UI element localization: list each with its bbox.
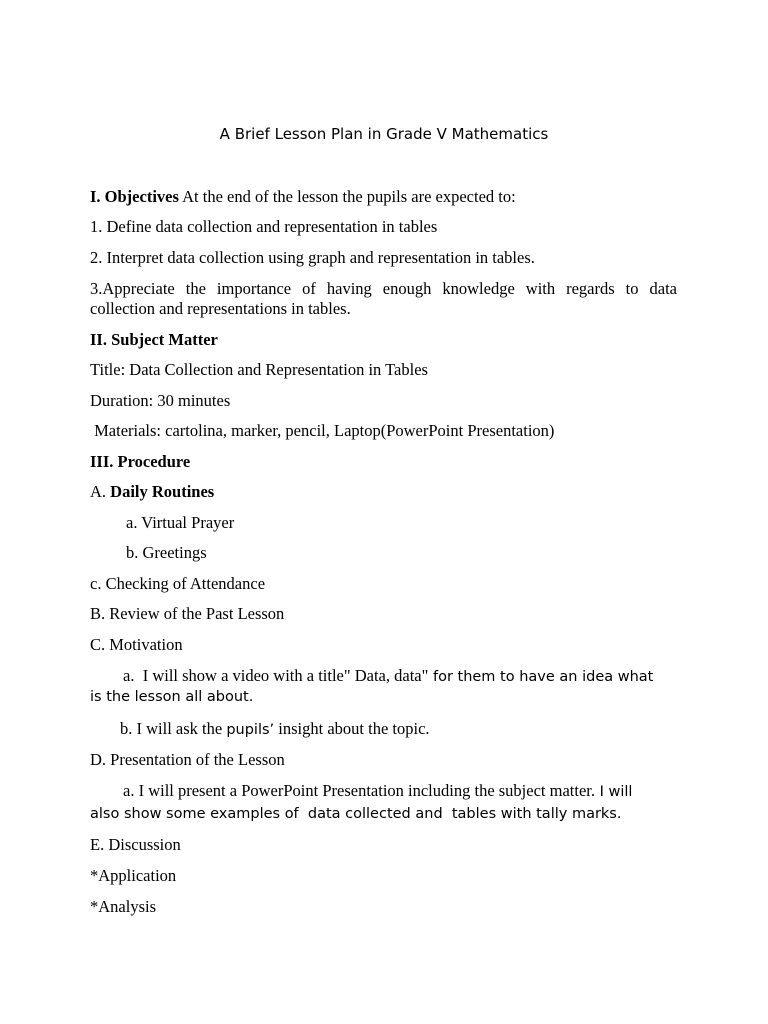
discussion-application: *Application xyxy=(90,866,177,885)
subject-duration: Duration: 30 minutes xyxy=(90,391,231,410)
subject-title: Title: Data Collection and Representation in Tables xyxy=(90,360,428,379)
motivation-item-a-line-1 xyxy=(123,666,677,687)
objective-1: 1. Define data collection and representation in tables xyxy=(90,217,438,236)
motivation-b-part-3: insight about the topic. xyxy=(274,719,430,738)
procedure-c: C. Motivation xyxy=(90,635,183,654)
motivation-item-a-line-2: is the lesson all about. xyxy=(90,689,254,705)
subject-matter-heading: II. Subject Matter xyxy=(90,330,218,349)
document-title: A Brief Lesson Plan in Grade V Mathematics xyxy=(219,125,549,143)
procedure-a-label: Daily Routines xyxy=(110,482,215,501)
routine-virtual-prayer: a. Virtual Prayer xyxy=(126,513,235,532)
motivation-a-sans: for them to have an idea what xyxy=(428,669,654,685)
presentation-a-sans: I will xyxy=(594,784,633,800)
motivation-a-serif: a. I will show a video with a title" Data, data" xyxy=(123,666,429,685)
procedure-d: D. Presentation of the Lesson xyxy=(90,750,285,769)
objective-2: 2. Interpret data collection using graph and representation in tables. xyxy=(90,248,535,267)
procedure-e: E. Discussion xyxy=(90,835,181,854)
objective-3-line-2: collection and representations in tables. xyxy=(90,299,351,318)
routine-greetings: b. Greetings xyxy=(126,543,207,562)
discussion-analysis: *Analysis xyxy=(90,897,156,916)
presentation-a-serif: a. I will present a PowerPoint Presentation including the subject matter. xyxy=(123,781,595,800)
objectives-line xyxy=(90,187,677,207)
routine-attendance: c. Checking of Attendance xyxy=(90,574,266,593)
subject-materials: Materials: cartolina, marker, pencil, Laptop(PowerPoint Presentation) xyxy=(90,421,555,440)
motivation-b-pupils: pupils’ xyxy=(226,722,275,738)
procedure-a-prefix: A. xyxy=(90,482,111,501)
motivation-item-b xyxy=(120,719,677,740)
motivation-b-part-1: b. I will ask the xyxy=(120,719,227,738)
objectives-heading: I. Objectives xyxy=(90,187,179,206)
procedure-b: B. Review of the Past Lesson xyxy=(90,604,285,623)
presentation-item-a-line-2: also show some examples of data collected and tables with tally marks. xyxy=(90,806,622,822)
procedure-a xyxy=(90,482,677,502)
procedure-heading: III. Procedure xyxy=(90,452,191,471)
objective-3-line-1: 3.Appreciate the importance of having enough knowledge with regards to data xyxy=(90,279,677,298)
presentation-item-a-line-1 xyxy=(123,781,677,802)
objectives-intro: At the end of the lesson the pupils are expected to: xyxy=(178,187,516,206)
